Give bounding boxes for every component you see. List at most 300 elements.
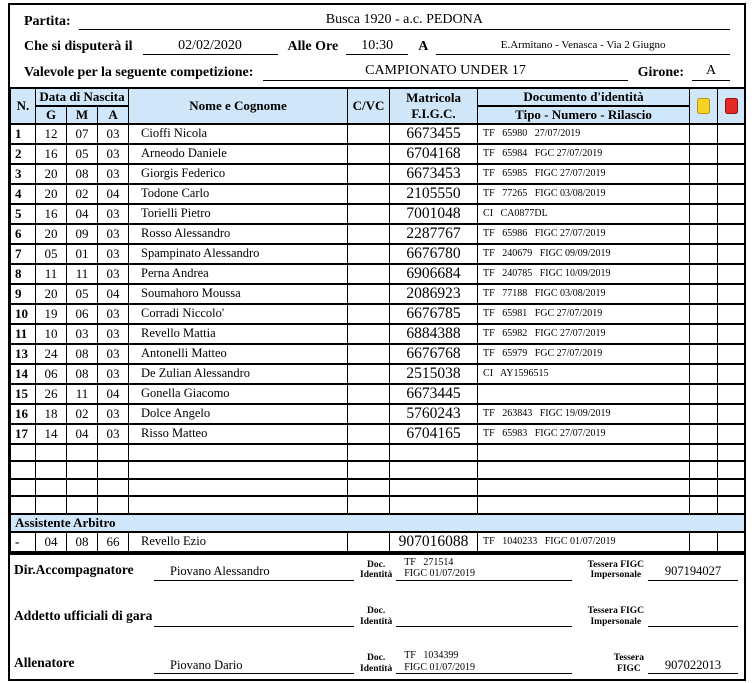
player-yellow-cell [690,404,718,424]
player-a-cell: 03 [98,124,129,144]
col-header-month: M [67,106,98,124]
player-matricola-cell: 6884388 [390,324,478,344]
player-row [11,424,745,444]
tessera-label-line1: Tessera FIGC [587,559,644,570]
tessera-value-field: 907194027 [648,563,738,580]
player-name-cell: Soumahoro Moussa [129,284,348,304]
tessera-label [588,560,644,581]
date-time-venue-line [24,37,730,56]
player-cvc-cell [348,461,390,479]
player-g-cell: 20 [36,224,67,244]
player-a-cell: 03 [98,364,129,384]
player-matricola-cell: 6676780 [390,244,478,264]
player-a-cell: 03 [98,224,129,244]
assistant-name-cell: Revello Ezio [129,532,348,552]
player-row [11,384,745,404]
player-yellow-cell [690,364,718,384]
player-documento-cell: CI CA0877DL [478,204,690,224]
player-row [11,144,745,164]
tessera-label-line2: FIGC [616,663,641,674]
player-matricola-cell [390,496,478,514]
assistant-red-cell [718,532,745,552]
tessera-label-line2: Impersonale [590,616,642,627]
matricola-header-line1: Matricola [406,89,461,105]
player-row [11,479,745,497]
player-row [11,164,745,184]
player-a-cell: 03 [98,264,129,284]
doc-line2: FIGC 01/07/2019 [404,661,476,673]
player-red-cell [718,344,745,364]
player-m-cell [67,479,98,497]
assistant-month-cell: 08 [67,532,98,552]
player-documento-cell: TF 65982 FIGC 27/07/2019 [478,324,690,344]
player-a-cell: 03 [98,324,129,344]
player-matricola-cell: 2105550 [390,184,478,204]
player-g-cell: 26 [36,384,67,404]
official-doc-field [396,557,572,581]
player-matricola-cell [390,461,478,479]
player-matricola-cell: 5760243 [390,404,478,424]
player-a-cell: 03 [98,344,129,364]
player-a-cell: 04 [98,384,129,404]
official-name-field [154,626,354,627]
player-cvc-cell [348,424,390,444]
tessera-label-line1: Tessera [613,653,644,664]
player-m-cell: 01 [67,244,98,264]
player-m-cell: 11 [67,264,98,284]
player-red-cell [718,204,745,224]
player-cvc-cell [348,164,390,184]
player-name-cell: Giorgis Federico [129,164,348,184]
roster-table [10,87,745,553]
player-yellow-cell [690,344,718,364]
player-n-cell: 14 [11,364,36,384]
roster-table-header [11,88,745,124]
player-red-cell [718,284,745,304]
player-documento-cell: TF 240785 FIGC 10/09/2019 [478,264,690,284]
player-g-cell: 06 [36,364,67,384]
col-header-year: A [98,106,129,124]
assistant-row [11,532,745,552]
player-m-cell: 03 [67,324,98,344]
player-n-cell: 16 [11,404,36,424]
player-m-cell: 08 [67,344,98,364]
player-g-cell: 16 [36,144,67,164]
partita-label: Partita: [24,13,71,29]
player-name-cell [129,479,348,497]
player-row [11,184,745,204]
player-yellow-cell [690,124,718,144]
player-matricola-cell: 6704168 [390,144,478,164]
player-a-cell [98,444,129,462]
player-row [11,124,745,144]
player-yellow-cell [690,324,718,344]
player-m-cell: 09 [67,224,98,244]
player-row [11,496,745,514]
player-a-cell: 03 [98,424,129,444]
doc-label-line1: Doc. [367,653,386,664]
assistant-header-row [11,514,745,532]
player-red-cell [718,224,745,244]
player-red-cell [718,424,745,444]
player-documento-cell: TF 65985 FIGC 27/07/2019 [478,164,690,184]
player-documento-cell: TF 65986 FIGC 27/07/2019 [478,224,690,244]
player-red-cell [718,461,745,479]
assistant-yellow-cell [690,532,718,552]
player-red-cell [718,184,745,204]
official-doc-field [396,650,572,674]
player-yellow-cell [690,204,718,224]
player-g-cell: 10 [36,324,67,344]
player-documento-cell [478,384,690,404]
official-role-label: Addetto ufficiali di gara [14,608,153,624]
player-documento-cell: TF 77265 FIGC 03/08/2019 [478,184,690,204]
player-cvc-cell [348,184,390,204]
player-a-cell [98,479,129,497]
player-documento-cell [478,444,690,462]
player-m-cell: 07 [67,124,98,144]
player-name-cell [129,461,348,479]
player-n-cell: 15 [11,384,36,404]
player-red-cell [718,444,745,462]
player-documento-cell [478,461,690,479]
partita-line [24,11,730,30]
assistant-section-title: Assistente Arbitro [11,514,745,532]
player-n-cell: 2 [11,144,36,164]
player-yellow-cell [690,424,718,444]
official-name-field: Piovano Dario [154,657,354,674]
doc-identity-label [360,560,392,581]
assistant-n-cell: - [11,532,36,552]
girone-label: Girone: [637,64,684,80]
player-matricola-cell: 6906684 [390,264,478,284]
assistant-matricola-cell: 907016088 [390,532,478,552]
player-a-cell: 03 [98,304,129,324]
player-g-cell: 20 [36,184,67,204]
player-g-cell: 20 [36,164,67,184]
player-matricola-cell: 6676768 [390,344,478,364]
player-cvc-cell [348,384,390,404]
player-row [11,204,745,224]
player-m-cell: 02 [67,184,98,204]
player-m-cell [67,496,98,514]
player-name-cell: Revello Mattia [129,324,348,344]
player-red-cell [718,244,745,264]
player-documento-cell: TF 65980 27/07/2019 [478,124,690,144]
player-name-cell [129,496,348,514]
player-row [11,304,745,324]
player-g-cell: 19 [36,304,67,324]
player-name-cell: Rosso Alessandro [129,224,348,244]
official-row-addetto [14,603,738,629]
player-cvc-cell [348,284,390,304]
player-name-cell: Corradi Niccolo' [129,304,348,324]
player-matricola-cell [390,479,478,497]
col-header-name: Nome e Cognome [129,88,348,124]
player-name-cell: Antonelli Matteo [129,344,348,364]
player-g-cell: 11 [36,264,67,284]
player-matricola-cell: 2086923 [390,284,478,304]
player-documento-cell: CI AY1596515 [478,364,690,384]
competition-value: CAMPIONATO UNDER 17 [263,62,627,81]
player-m-cell: 08 [67,164,98,184]
red-card-icon [725,98,738,114]
doc-identity-label [360,606,392,627]
player-row [11,344,745,364]
col-header-cvc: C/VC [348,88,390,124]
player-name-cell: Arneodo Daniele [129,144,348,164]
player-g-cell: 18 [36,404,67,424]
player-matricola-cell: 6673453 [390,164,478,184]
player-matricola-cell: 6676785 [390,304,478,324]
at-label: A [418,39,429,54]
official-name-field: Piovano Alessandro [154,563,354,580]
date-value: 02/02/2020 [143,37,278,56]
player-red-cell [718,364,745,384]
player-yellow-cell [690,164,718,184]
player-name-cell: Gonella Giacomo [129,384,348,404]
player-a-cell: 03 [98,204,129,224]
player-yellow-cell [690,224,718,244]
tessera-label-line2: Impersonale [590,570,642,581]
player-documento-cell: TF 240679 FIGC 09/09/2019 [478,244,690,264]
player-matricola-cell: 2515038 [390,364,478,384]
player-a-cell: 03 [98,164,129,184]
match-info-section [10,5,744,87]
player-cvc-cell [348,444,390,462]
player-cvc-cell [348,124,390,144]
player-documento-cell: TF 263843 FIGC 19/09/2019 [478,404,690,424]
player-n-cell: 6 [11,224,36,244]
player-documento-cell [478,479,690,497]
player-name-cell: Cioffi Nicola [129,124,348,144]
competition-label: Valevole per la seguente competizione: [24,64,254,80]
player-a-cell: 03 [98,404,129,424]
player-m-cell: 06 [67,304,98,324]
player-n-cell: 3 [11,164,36,184]
assistant-day-cell: 04 [36,532,67,552]
player-documento-cell: TF 65984 FGC 27/07/2019 [478,144,690,164]
player-a-cell [98,496,129,514]
player-n-cell: 8 [11,264,36,284]
player-name-cell [129,444,348,462]
matricola-header-line2: F.I.G.C. [411,105,456,121]
official-role-label: Dir.Accompagnatore [14,561,134,577]
player-cvc-cell [348,344,390,364]
player-a-cell [98,461,129,479]
player-n-cell: 7 [11,244,36,264]
doc-label-line2: Identità [360,616,393,627]
player-matricola-cell [390,444,478,462]
player-n-cell [11,444,36,462]
player-n-cell [11,461,36,479]
official-doc-field [396,614,572,627]
player-cvc-cell [348,324,390,344]
player-documento-cell [478,496,690,514]
col-header-birthdate: Data di Nascita [36,88,129,106]
player-g-cell: 20 [36,284,67,304]
player-documento-cell: TF 77188 FIGC 03/08/2019 [478,284,690,304]
assistant-section [11,514,745,552]
player-yellow-cell [690,461,718,479]
player-yellow-cell [690,496,718,514]
doc-identity-label [360,653,392,674]
player-n-cell: 9 [11,284,36,304]
col-header-day: G [36,106,67,124]
player-red-cell [718,496,745,514]
tessera-label [614,653,644,674]
player-n-cell: 13 [11,344,36,364]
player-g-cell [36,461,67,479]
competition-line [24,62,730,81]
girone-value: A [692,62,730,81]
assistant-documento-cell: TF 1040233 FIGC 01/07/2019 [478,532,690,552]
player-m-cell: 04 [67,204,98,224]
players-tbody [11,124,745,514]
player-m-cell [67,444,98,462]
player-name-cell: Perna Andrea [129,264,348,284]
player-m-cell: 11 [67,384,98,404]
player-m-cell: 05 [67,284,98,304]
player-cvc-cell [348,224,390,244]
player-row [11,444,745,462]
player-documento-cell: TF 65983 FIGC 27/07/2019 [478,424,690,444]
tessera-value-field [648,626,738,627]
assistant-cvc-cell [348,532,390,552]
player-yellow-cell [690,144,718,164]
officials-section [10,553,744,680]
yellow-card-icon [697,98,710,114]
player-yellow-cell [690,304,718,324]
doc-line2: FIGC 01/07/2019 [404,568,476,579]
player-cvc-cell [348,479,390,497]
player-g-cell: 16 [36,204,67,224]
player-red-cell [718,304,745,324]
player-g-cell: 05 [36,244,67,264]
official-row-allenatore [14,650,738,676]
player-yellow-cell [690,479,718,497]
player-name-cell: Torielli Pietro [129,204,348,224]
player-name-cell: Risso Matteo [129,424,348,444]
player-row [11,364,745,384]
player-cvc-cell [348,364,390,384]
player-red-cell [718,124,745,144]
doc-label-line1: Doc. [367,606,386,617]
doc-label-line1: Doc. [367,559,386,570]
player-a-cell: 04 [98,284,129,304]
col-header-documento-sub: Tipo - Numero - Rilascio [478,106,690,124]
player-n-cell [11,479,36,497]
player-name-cell: De Zulian Alessandro [129,364,348,384]
player-cvc-cell [348,244,390,264]
player-red-cell [718,324,745,344]
player-a-cell: 04 [98,184,129,204]
doc-line1: TF 271514 [404,556,454,568]
official-row-accompagnatore [14,557,738,583]
player-a-cell: 03 [98,144,129,164]
player-row [11,244,745,264]
player-name-cell: Todone Carlo [129,184,348,204]
time-label: Alle Ore [287,39,339,54]
player-matricola-cell: 6673455 [390,124,478,144]
player-red-cell [718,384,745,404]
player-g-cell [36,479,67,497]
player-n-cell: 17 [11,424,36,444]
player-n-cell: 11 [11,324,36,344]
partita-value: Busca 1920 - a.c. PEDONA [79,11,730,30]
player-documento-cell: TF 65981 FGC 27/07/2019 [478,304,690,324]
player-cvc-cell [348,144,390,164]
player-matricola-cell: 6673445 [390,384,478,404]
player-m-cell: 08 [67,364,98,384]
col-header-n: N. [11,88,36,124]
player-row [11,224,745,244]
player-m-cell: 05 [67,144,98,164]
col-header-red-card [718,88,745,124]
player-red-cell [718,479,745,497]
player-n-cell [11,496,36,514]
date-label: Che si disputerà il [24,39,133,54]
assistant-year-cell: 66 [98,532,129,552]
player-yellow-cell [690,264,718,284]
player-row [11,461,745,479]
tessera-label-line1: Tessera FIGC [587,606,644,617]
player-row [11,284,745,304]
player-yellow-cell [690,284,718,304]
player-n-cell: 5 [11,204,36,224]
player-a-cell: 03 [98,244,129,264]
player-row [11,404,745,424]
match-roster-form [8,3,746,681]
col-header-documento: Documento d'identità [478,88,690,106]
player-cvc-cell [348,404,390,424]
player-red-cell [718,144,745,164]
player-cvc-cell [348,496,390,514]
player-yellow-cell [690,244,718,264]
player-cvc-cell [348,204,390,224]
player-matricola-cell: 2287767 [390,224,478,244]
player-red-cell [718,404,745,424]
player-red-cell [718,264,745,284]
doc-line1: TF 1034399 [404,650,459,661]
col-header-matricola [390,88,478,124]
player-g-cell [36,444,67,462]
col-header-yellow-card [690,88,718,124]
player-g-cell: 14 [36,424,67,444]
player-name-cell: Dolce Angelo [129,404,348,424]
player-yellow-cell [690,384,718,404]
player-yellow-cell [690,184,718,204]
player-m-cell [67,461,98,479]
official-role-label: Allenatore [14,655,75,670]
player-red-cell [718,164,745,184]
player-m-cell: 04 [67,424,98,444]
tessera-value-field: 907022013 [648,657,738,674]
player-g-cell: 12 [36,124,67,144]
doc-label-line2: Identità [360,663,393,674]
player-m-cell: 02 [67,404,98,424]
tessera-label [588,606,644,627]
player-yellow-cell [690,444,718,462]
player-n-cell: 1 [11,124,36,144]
player-g-cell: 24 [36,344,67,364]
time-value: 10:30 [346,37,408,56]
player-row [11,324,745,344]
venue-value: E.Armitano - Venasca - Via 2 Giugno [436,39,730,55]
player-g-cell [36,496,67,514]
player-cvc-cell [348,264,390,284]
player-name-cell: Spampinato Alessandro [129,244,348,264]
